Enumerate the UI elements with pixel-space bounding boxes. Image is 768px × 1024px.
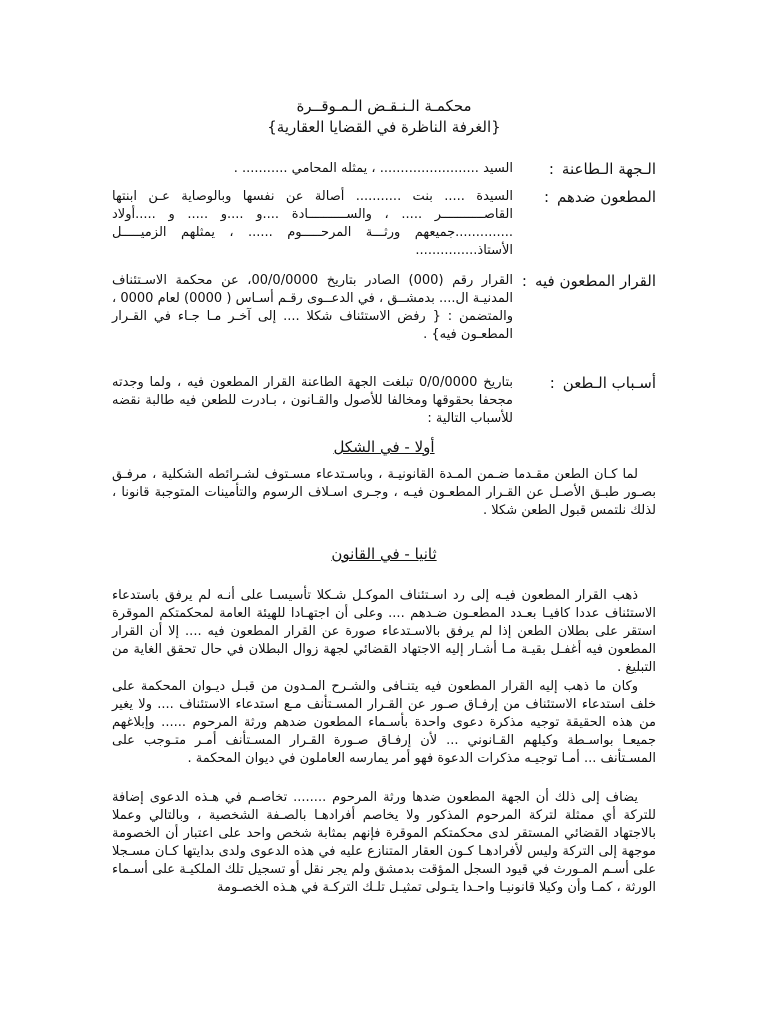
field-label: أسـباب الـطعن: xyxy=(549,374,656,392)
court-name: محكمـة الـنـقـض الـمـوقــرة xyxy=(296,97,472,115)
field-label: القرار المطعون فيه: xyxy=(521,272,656,290)
section-title-law: ثانيا - في القانون xyxy=(331,545,437,563)
field-text: القرار رقم (000) الصادر بتاريخ 00/0/0000، عن محكمة الاسـتئناف المدنيـة ال.... بدمشــق ، في الدعــوى رقـم أسـاس ( 0000) لعام 0000 ، والمتضمن : { رفض الاستئناف شكلا .... إلى آخـر مـا جـاء في القـرار المطعـون فيه} . xyxy=(112,273,513,342)
section-paragraph: لما كـان الطعن مقـدما ضـمن المـدة القانونيـة ، وباسـتدعاء مسـتوف لشـرائطه الشكلية ، مرفـق بصـور طبـق الأصـل عن القـرار المطعـون فيـه ، وجـرى اسـلاف الرسوم والتأمينات المتوجبة قانونا ، لذلك نلتمس قبول الطعن شكلا . xyxy=(112,467,656,518)
field-text: بتاريخ 0/0/0000 تبلغت الجهة الطاعنة القرار المطعون فيه ، ولما وجدته مجحفا بحقوقها ومخالفا للأصول والقـانون ، بـادرت للطعن فيه طالبة نقضه للأسباب التالية : xyxy=(112,375,514,426)
document-header xyxy=(0,96,768,138)
field-grounds xyxy=(112,374,656,430)
field-respondents xyxy=(112,188,656,260)
section-paragraph: ذهب القرار المطعون فيـه إلى رد اسـتئناف الموكـل شـكلا تأسيسـا على أنـه لم يرفق باستدعاء الاستئناف عددا كافيـا بعـدد المطعـون ضـدهم .... وعلى أن اجتهـادا للهيئة العامة لمحكمتكم الموقرة استقر على بطلان الطعن إذا لم يرفق بالاسـتدعاء صورة عن القرار المطعون فيه .... إلا أن القرار المطعون فيه أغفـل بقيـة مـا أشـار إليه الاجتهاد القضائي لجهة زوال البطلان في حال تحقق الغاية من التبليغ . xyxy=(112,588,656,675)
field-appellant xyxy=(112,160,656,178)
field-label: المطعون ضدهم: xyxy=(543,188,656,206)
field-contested-decision xyxy=(112,272,656,364)
chamber-name: {الغرفة الناظرة في القضايا العقارية} xyxy=(267,118,501,136)
field-label: الـجهة الـطاعنة: xyxy=(548,160,656,178)
section-title-form: أولا - في الشكل xyxy=(333,438,435,456)
field-text: السيدة ..... بنت ........... أصالة عن نفسها وبالوصاية عـن ابنتها القاصـــــــــــر ..... ، والســــــــــادة ....و ....و ..... و .....أولاد ..............جميعهم ورثـــة المرحـــــوم ...... ، يمثلهم الزميـــــل الأستاذ............... xyxy=(112,189,513,258)
section-paragraph: وكان ما ذهب إليه القرار المطعون فيه يتنـافى والشـرح المـدون من قبـل ديـوان المحكمة على خلف استدعاء الاستئناف من إرفـاق صـور عن القـرار المسـتأنف مـع استدعاء الاستئناف .... ولا يغير من هذه الحقيقة توجيه مذكرة دعوى واحدة بأسـماء المطعون ضدهم ورثة المرحوم ...... وإبلاغهم جميعـا بواسـطة وكيلهم القـانوني ... لأن إرفـاق صـورة القـرار المسـتأنف أمـر متـوجب على المسـتأنف ... أمـا توجيـه مذكرات الدعوة فهو أمر يمارسه العاملون في ديوان المحكمة . xyxy=(112,679,656,766)
field-text: السيد ........................ ، يمثله المحامي ........... . xyxy=(233,161,513,176)
section-paragraph: يضاف إلى ذلك أن الجهة المطعون ضدها ورثة المرحوم ........ تخاصـم في هـذه الدعوى إضافة للتركة أي ممثلة لتركة المرحوم المذكور ولا يخاصم أفرادهـا بالصـفة الشخصية ، وبالتالي وعملا بالاجتهاد القضائي المستقر لدى محكمتكم الموقرة فإنهم بمثابة شخص واحد على اعتبار أن الخصومة موجهة إلى التركة وليس لأفرادهـا كـون العقار المتنازع عليه في هذه الدعوى ولدى بدايتها كـان مسـجلا على أسـم المـورث في قيود السجل المؤقت بدمشق ولم يجر نقل أو تسجيل تلك الملكيـة على أسـماء الورثة ، كمـا وأن وكيلا قانونيـا واحـدا يتـولى تمثيـل تلـك التركـة في هـذه الخصـومة xyxy=(112,790,656,895)
